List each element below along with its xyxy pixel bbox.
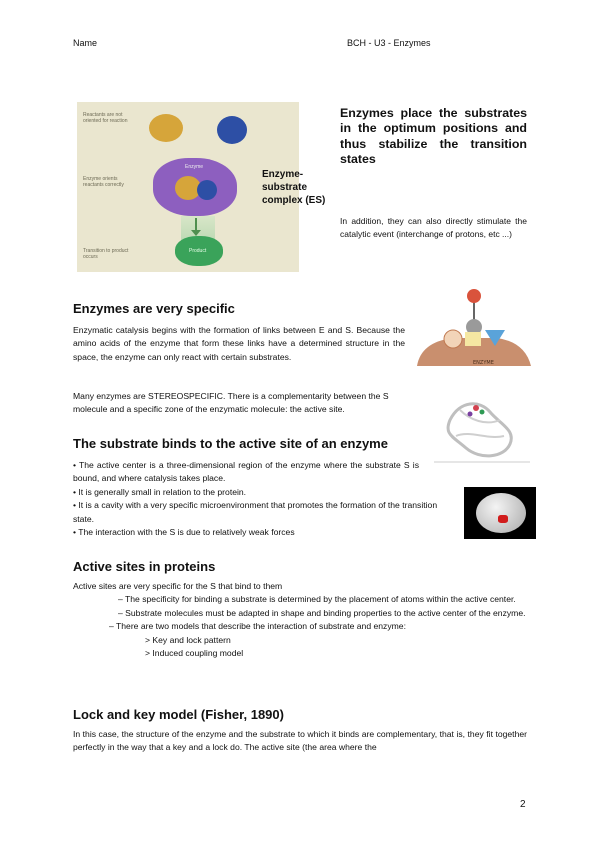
enzyme-tag: Enzyme bbox=[185, 164, 204, 170]
substrate-blue bbox=[217, 116, 247, 144]
bullet-2: • It is generally small in relation to the protein. bbox=[73, 486, 247, 497]
active-site-highlight bbox=[498, 515, 508, 523]
bullet-1: • The active center is a three-dimensional region of the enzyme where the substrate S is bound, and where catalysis takes place. bbox=[73, 460, 419, 484]
substituent-yellow-square bbox=[465, 332, 481, 346]
name-label: Name bbox=[73, 38, 98, 48]
intro-body: In addition, they can also directly stimulate the catalytic event (interchange of protons, etc ...) bbox=[340, 216, 527, 239]
proteins-point-2: – Substrate molecules must be adapted in shape and binding properties to the active center of the enzyme. bbox=[118, 607, 526, 618]
model-key-lock: > Key and lock pattern bbox=[145, 634, 231, 645]
substituent-red-circle bbox=[467, 289, 481, 303]
section-title-proteins: Active sites in proteins bbox=[73, 559, 216, 574]
proteins-intro: Active sites are very specific for the S that bind to them bbox=[73, 581, 283, 591]
active-site-bullets bbox=[73, 459, 458, 539]
proteins-block bbox=[73, 580, 527, 660]
protein-surface-image bbox=[464, 487, 536, 539]
bound-substrate-blue bbox=[197, 180, 217, 200]
specific-paragraph-1: Enzymatic catalysis begins with the formation of links between E and S. Because the amino acids of the enzyme that form these links have a determined structure in the space, the enzyme can only react with certain substrates. bbox=[73, 325, 405, 362]
product-tag: Product bbox=[189, 248, 207, 254]
substituent-peach-circle bbox=[444, 330, 462, 348]
proteins-point-3: – There are two models that describe the interaction of substrate and enzyme: bbox=[109, 621, 406, 632]
intro-heading: Enzymes place the substrates in the optimum positions and thus stabilize the transition states bbox=[340, 106, 527, 167]
active-residue-red bbox=[473, 405, 479, 411]
figure-label-transition: Transition to product occurs bbox=[83, 248, 129, 260]
enzyme-binding-diagram bbox=[413, 286, 533, 370]
bullet-4: • The interaction with the S is due to relatively weak forces bbox=[73, 527, 295, 538]
lock-key-body: In this case, the structure of the enzyme and the substrate to which it binds are complementary, that is, they fit together perfectly in the way that a key and a lock do. The active site (the area where the bbox=[73, 729, 527, 753]
model-induced-fit: > Induced coupling model bbox=[145, 648, 244, 659]
surface-model bbox=[476, 493, 526, 533]
section-title-active-site: The substrate binds to the active site of an enzyme bbox=[73, 436, 388, 451]
figure-label-not-oriented: Reactants are not oriented for reaction bbox=[83, 112, 128, 124]
es-complex-caption: Enzyme-substrate complex (ES) bbox=[262, 169, 326, 206]
section-title-lock-key: Lock and key model (Fisher, 1890) bbox=[73, 707, 284, 722]
section-title-specific: Enzymes are very specific bbox=[73, 301, 235, 316]
figure-label-orients: Enzyme orients reactants correctly bbox=[83, 176, 124, 188]
page-number: 2 bbox=[520, 799, 526, 810]
protein-ribbon-image bbox=[430, 390, 534, 466]
specific-paragraph-2: Many enzymes are STEREOSPECIFIC. There is a complementarity between the S molecule and a specific zone of the enzymatic molecule: the active site. bbox=[73, 391, 389, 415]
active-residue-green bbox=[480, 410, 485, 415]
proteins-point-1: – The specificity for binding a substrate is determined by the placement of atoms within the active center. bbox=[118, 594, 516, 605]
substrate-gold bbox=[149, 114, 183, 142]
enzyme-diagram-label: ENZYME bbox=[473, 360, 494, 366]
active-residue-purple bbox=[468, 412, 473, 417]
bullet-3: • It is a cavity with a very specific microenvironment that promotes the formation of the transition state. bbox=[73, 500, 438, 524]
course-title: BCH - U3 - Enzymes bbox=[347, 38, 431, 48]
